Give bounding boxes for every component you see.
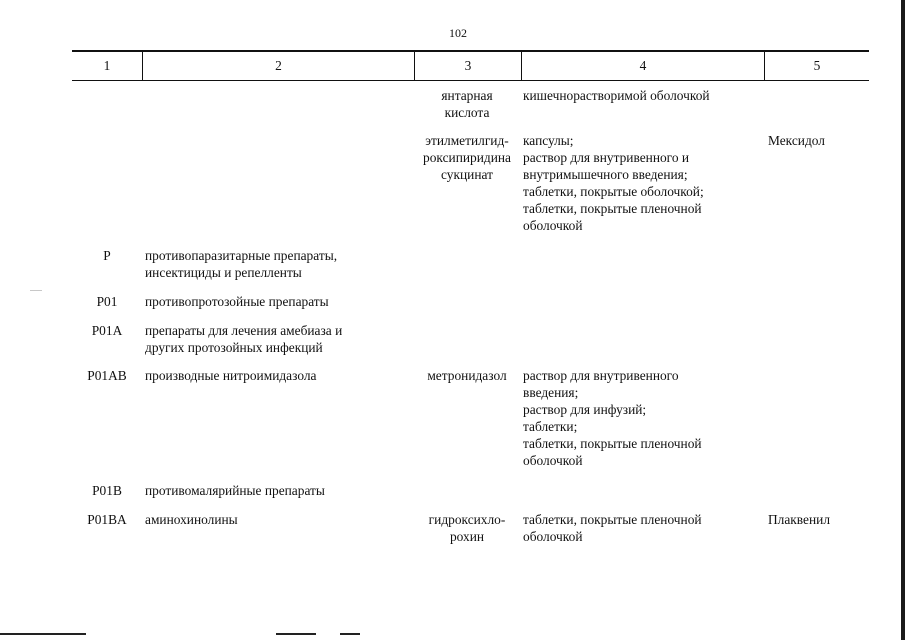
atc-name-line: противопаразитарные препараты,: [145, 248, 338, 263]
inn-line: сукцинат: [441, 167, 493, 182]
atc-code-cell: P01A: [91, 323, 123, 338]
scan-page-edge: [901, 0, 905, 640]
atc-name-line: других протозойных инфекций: [145, 340, 323, 355]
dosage-form-line: внутримышечного введения;: [523, 167, 688, 182]
header-col-5: 5: [813, 58, 821, 73]
atc-name-cell: [145, 322, 413, 356]
atc-code-cell: P: [103, 248, 111, 263]
dosage-form-line: оболочкой: [523, 453, 583, 468]
header-col-2: 2: [275, 58, 282, 73]
inn-cell: [414, 87, 520, 121]
dosage-form-line: таблетки, покрытые пленочной: [523, 436, 702, 451]
dosage-form-cell: [523, 367, 763, 469]
dosage-form-line: раствор для инфузий;: [523, 402, 647, 417]
inn-cell: [414, 511, 520, 545]
dosage-form-cell: [523, 511, 763, 545]
atc-name-cell: [145, 482, 413, 499]
atc-code-cell: P01AB: [87, 368, 127, 383]
inn-cell: [414, 132, 520, 183]
table-header-row: [72, 52, 869, 81]
brand-cell: Плаквенил: [768, 512, 831, 527]
dosage-form-line: таблетки, покрытые оболочкой;: [523, 184, 704, 199]
inn-line: янтарная: [441, 88, 493, 103]
dosage-form-line: введения;: [523, 385, 579, 400]
atc-name-line: производные нитроимидазола: [145, 368, 317, 383]
atc-code-cell: P01B: [92, 483, 122, 498]
atc-code-cell: P01: [96, 294, 118, 309]
dosage-form-line: оболочкой: [523, 218, 583, 233]
dosage-form-cell: [523, 87, 763, 104]
inn-line: метронидазол: [427, 368, 507, 383]
atc-name-line: инсектициды и репелленты: [145, 265, 302, 280]
atc-name-line: препараты для лечения амебиаза и: [145, 323, 343, 338]
scan-margin-mark: [30, 290, 42, 291]
inn-line: кислота: [444, 105, 490, 120]
inn-line: рохин: [449, 529, 485, 544]
dosage-form-line: таблетки, покрытые пленочной: [523, 512, 702, 527]
dosage-form-line: таблетки;: [523, 419, 578, 434]
header-col-3: 3: [464, 58, 472, 73]
dosage-form-line: капсулы;: [523, 133, 574, 148]
page-number: 102: [449, 26, 467, 40]
atc-name-cell: [145, 293, 413, 310]
atc-name-line: противопротозойные препараты: [145, 294, 329, 309]
inn-line: роксипиридина: [423, 150, 511, 165]
atc-code-cell: P01BA: [87, 512, 127, 527]
inn-line: гидроксихло-: [428, 512, 506, 527]
dosage-form-line: раствор для внутривенного и: [523, 150, 690, 165]
atc-name-cell: [145, 367, 413, 384]
dosage-form-line: раствор для внутривенного: [523, 368, 679, 383]
inn-cell: [414, 367, 520, 384]
scan-bottom-marks: [0, 633, 905, 637]
dosage-form-cell: [523, 132, 763, 234]
dosage-form-line: таблетки, покрытые пленочной: [523, 201, 702, 216]
brand-cell: Мексидол: [768, 133, 825, 148]
dosage-form-line: оболочкой: [523, 529, 583, 544]
atc-name-line: противомалярийные препараты: [145, 483, 325, 498]
inn-line: этилметилгид-: [425, 133, 509, 148]
dosage-form-line: кишечнорастворимой оболочкой: [523, 88, 710, 103]
header-col-1: 1: [103, 58, 111, 73]
atc-name-line: аминохинолины: [145, 512, 238, 527]
atc-name-cell: [145, 511, 413, 528]
atc-name-cell: [145, 247, 413, 281]
header-col-4: 4: [639, 58, 647, 73]
